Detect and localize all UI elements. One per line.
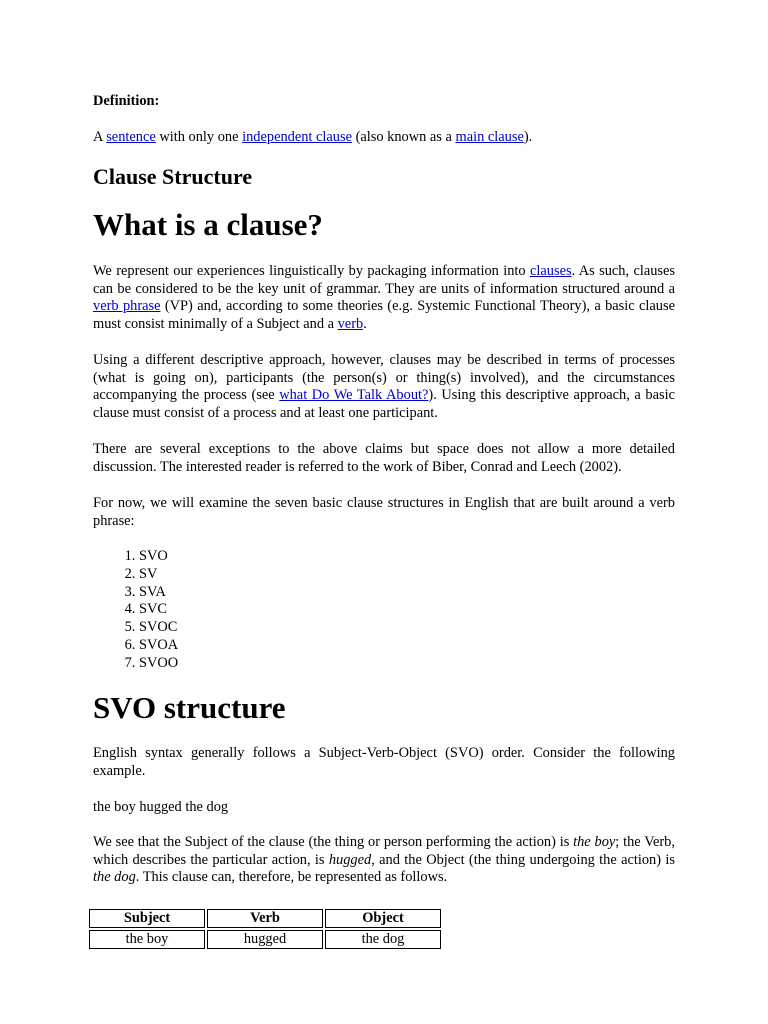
paragraph-svo-explanation (93, 834, 675, 887)
definition-label: Definition: (93, 93, 160, 109)
list-item: 1. SVO (139, 548, 178, 566)
paragraph-svo-order: English syntax generally follows a Subject-Verb-Object (SVO) order. Consider the following example. (93, 745, 675, 779)
definition-text-part: with only one (155, 129, 243, 145)
paragraph-text: We represent our experiences linguistically by packaging information into (93, 263, 530, 279)
independent-clause-link[interactable]: independent clause (242, 129, 352, 145)
definition-text-part: A (93, 129, 107, 145)
verb-example: hugged (328, 851, 372, 868)
paragraph-text: . As such, clauses can be considered to be the key unit of grammar. They are units of information structured around a (93, 263, 676, 297)
paragraph-text: ). Using this descriptive approach, a basic clause must consist of a process and at least one participant. (93, 387, 675, 421)
table-cell-object: the dog (325, 930, 441, 949)
paragraph-exceptions: There are several exceptions to the above claims but space does not allow a more detailed discussion. The interested reader is referred to the work of Biber, Conrad and Leech (2002). (93, 441, 675, 475)
clause-structure-heading: Clause Structure (93, 164, 253, 189)
paragraph-text: Using a different descriptive approach, however, clauses may be described in terms of processes (what is going on), participants (the person(s) or thing(s) involved), and the circumstances accompanying the process (see (93, 352, 675, 404)
verb-phrase-link[interactable]: verb phrase (93, 298, 161, 315)
list-item: 3. SVA (139, 584, 178, 602)
sentence-link[interactable]: sentence (106, 129, 156, 145)
list-item: 5. SVOC (139, 619, 178, 637)
table-header-subject: Subject (89, 909, 205, 928)
definition-text-part: (also known as a (351, 129, 456, 145)
clauses-link[interactable]: clauses (530, 263, 572, 279)
example-sentence: the boy hugged the dog (93, 799, 229, 815)
definition-text (93, 129, 532, 147)
table-cell-verb: hugged (207, 930, 323, 949)
main-clause-link[interactable]: main clause (455, 129, 524, 145)
object-example: the dog (93, 869, 136, 886)
paragraph-clauses-intro (93, 263, 675, 333)
what-do-we-talk-about-link[interactable]: what Do We Talk About? (279, 387, 429, 404)
table-header-verb: Verb (207, 909, 323, 928)
table-row (89, 930, 441, 949)
paragraph-seven-structures: For now, we will examine the seven basic clause structures in English that are built around a verb phrase: (93, 495, 675, 529)
list-item: 2. SV (139, 566, 178, 584)
list-item: 6. SVOA (139, 637, 178, 655)
paragraph-text: (VP) and, according to some theories (e.g. Systemic Functional Theory), a basic clause must consist minimally of a Subject and a (93, 298, 675, 332)
verb-link[interactable]: verb (337, 315, 364, 332)
definition-text-part: ). (523, 129, 533, 145)
paragraph-text: We see that the Subject of the clause (the thing or person performing the action) is (93, 834, 574, 850)
svo-table (87, 907, 443, 951)
table-header-object: Object (325, 909, 441, 928)
paragraph-text: , and the Object (the thing undergoing the action) is (371, 851, 675, 868)
table-header-row (89, 909, 441, 928)
subject-example: the boy (573, 834, 616, 850)
table-cell-subject: the boy (89, 930, 205, 949)
clause-structure-list (93, 548, 178, 673)
paragraph-text: . (363, 315, 367, 332)
paragraph-text: ; the Verb, which describes the particular action, is (93, 834, 675, 868)
list-item: 7. SVOO (139, 655, 178, 673)
paragraph-descriptive-approach (93, 352, 675, 422)
list-item: 4. SVC (139, 601, 178, 619)
paragraph-text: . This clause can, therefore, be represented as follows. (135, 869, 448, 886)
what-is-a-clause-heading: What is a clause? (93, 207, 323, 242)
svo-structure-heading: SVO structure (93, 690, 286, 725)
